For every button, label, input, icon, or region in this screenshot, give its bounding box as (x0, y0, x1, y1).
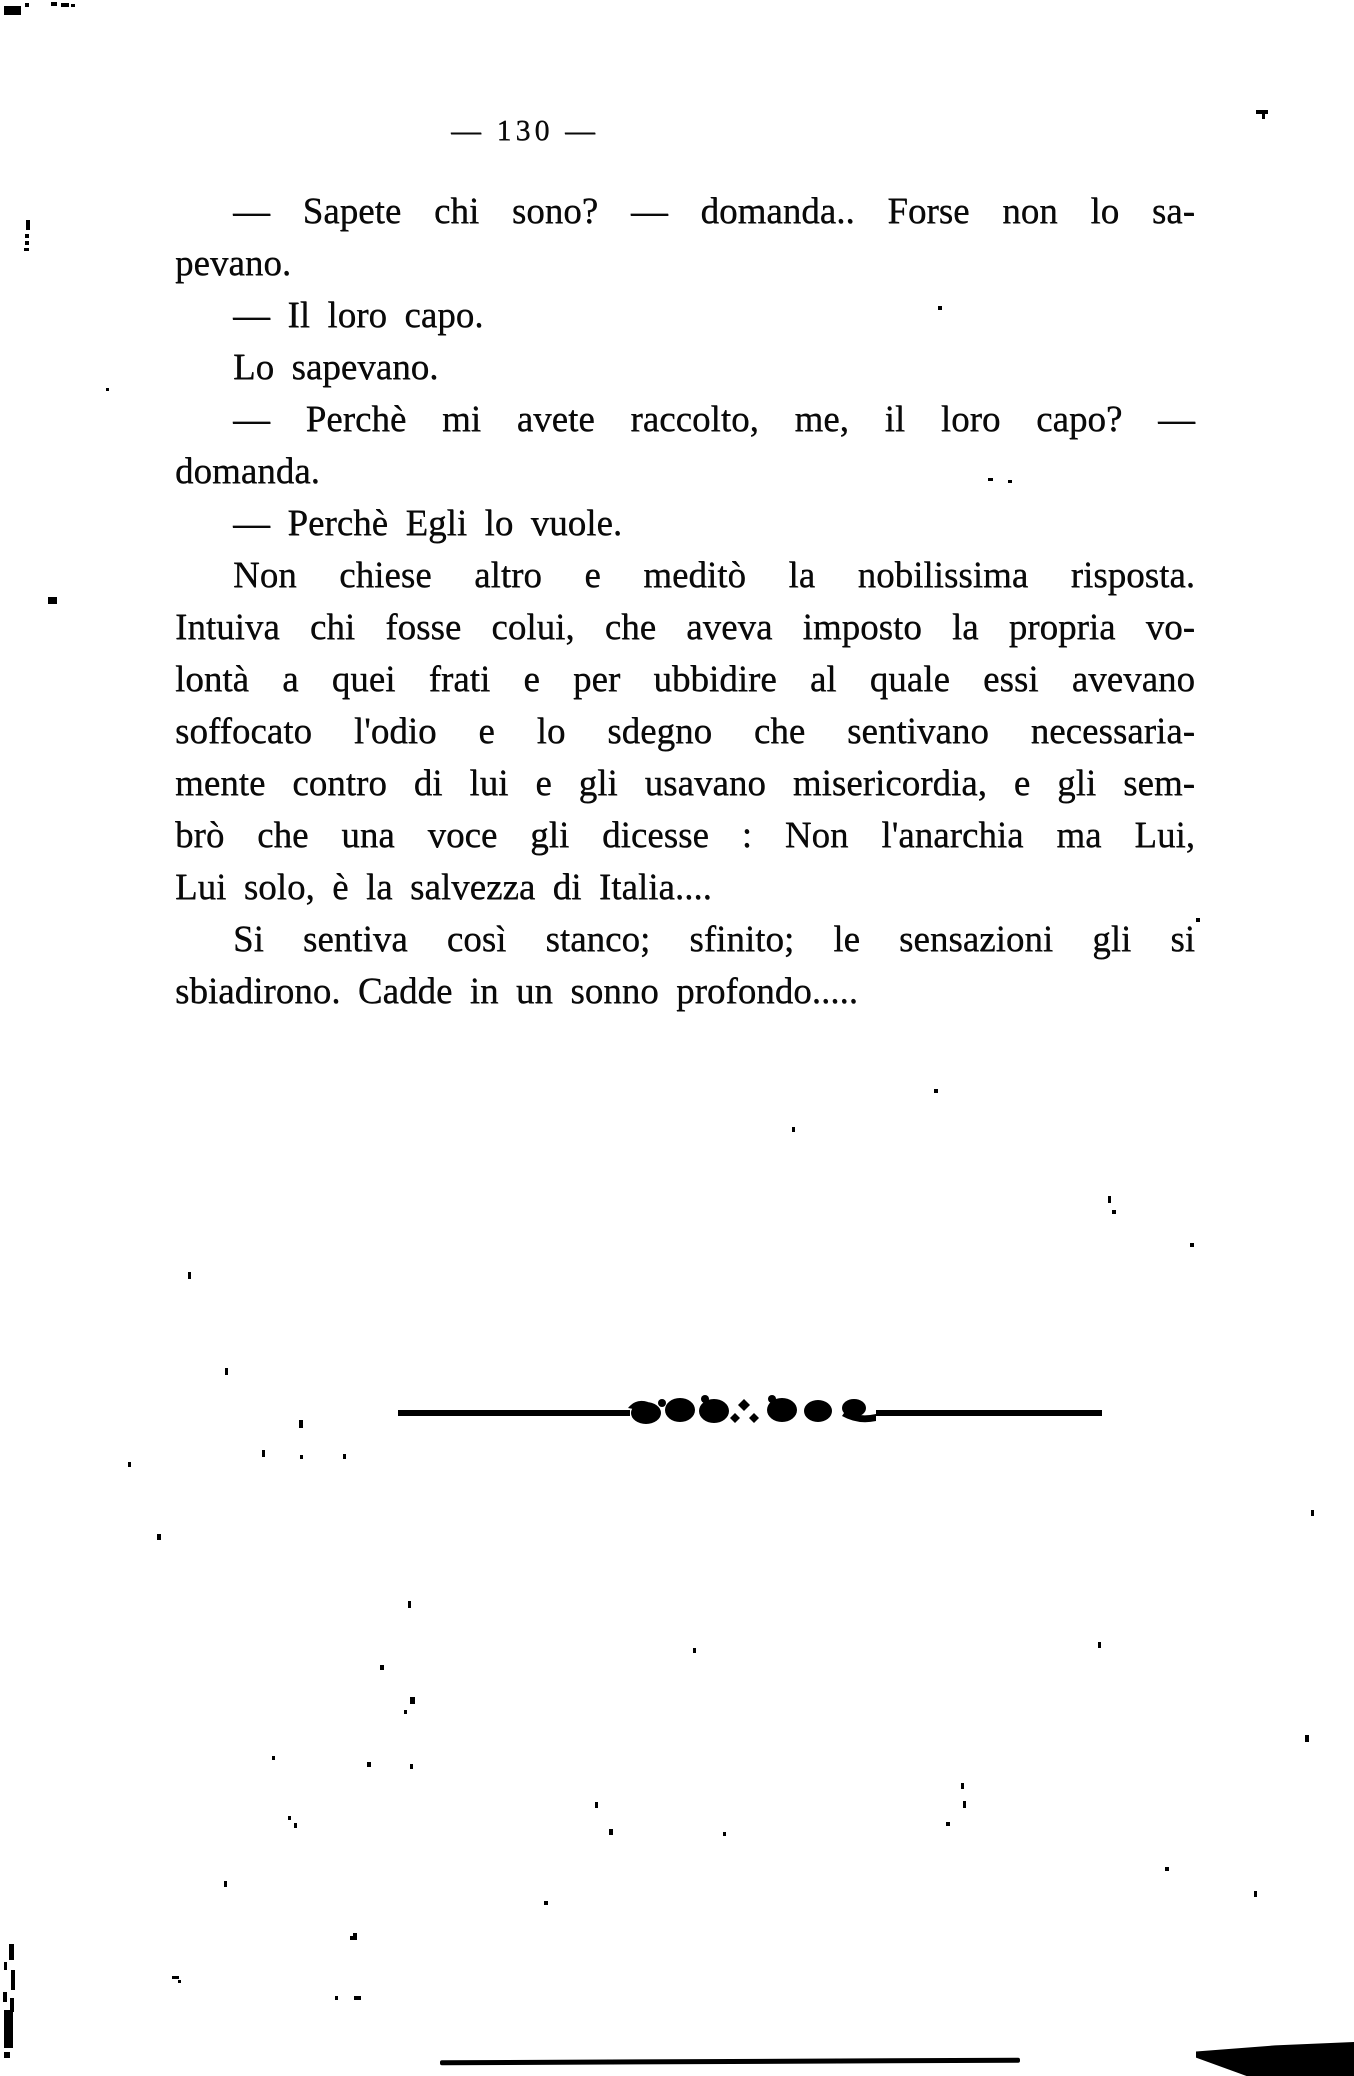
scan-speck (1190, 1243, 1194, 1247)
scan-speck (299, 1420, 303, 1428)
scan-speck (51, 2, 57, 6)
scan-speck (106, 388, 109, 391)
text-line: domanda. (175, 451, 320, 492)
divider-ornament (626, 1392, 878, 1428)
scan-speck (961, 1783, 964, 1789)
scan-speck (11, 1970, 15, 1990)
text-line: brò che una voce gli dicesse : Non l'anarchia ma Lui, (175, 815, 1195, 856)
text-line: — Perchè mi avete raccolto, me, il loro capo? — (233, 399, 1195, 440)
scan-speck (288, 1816, 291, 1820)
scan-speck (224, 1881, 227, 1887)
scan-speck (9, 1944, 14, 1960)
text-line: lontà a quei frati e per ubbidire al quale essi avevano (175, 659, 1195, 700)
text-line: Si sentiva così stanco; sfinito; le sensazioni gli si (233, 919, 1195, 960)
scan-speck (693, 1648, 696, 1653)
scan-speck (1196, 918, 1200, 922)
scan-speck (938, 306, 942, 310)
scan-speck (343, 1454, 346, 1459)
scan-speck (350, 1936, 354, 1940)
scan-speck (408, 1601, 411, 1608)
scan-speck (61, 3, 69, 7)
scan-speck (4, 1962, 7, 1970)
scan-speck (225, 1368, 228, 1375)
scan-speck (272, 1756, 275, 1760)
scan-speck (380, 1665, 384, 1670)
scan-speck (1112, 1210, 1116, 1214)
scan-speck (1311, 1510, 1314, 1516)
text-line: sbiadirono. Cadde in un sonno profondo..... (175, 971, 858, 1012)
scan-speck (4, 2052, 10, 2058)
scan-speck (792, 1127, 795, 1132)
scan-speck (128, 1462, 131, 1467)
text-line: — Perchè Egli lo vuole. (233, 503, 623, 544)
scan-page-edge-line (440, 2058, 1020, 2066)
scan-speck (157, 1534, 161, 1540)
scan-speck (178, 1980, 181, 1983)
scan-speck (1108, 1196, 1111, 1203)
scan-speck (609, 1829, 613, 1835)
scan-speck (367, 1762, 371, 1767)
scan-speck (410, 1764, 413, 1769)
scan-speck (188, 1272, 191, 1279)
scan-speck (25, 3, 29, 7)
scan-speck (1262, 114, 1265, 119)
scan-speck (1254, 1891, 1257, 1897)
scan-speck (26, 220, 30, 230)
scan-speck (934, 1089, 938, 1093)
page-text (175, 186, 1195, 1018)
scan-speck (595, 1802, 598, 1808)
scan-speck (300, 1455, 303, 1459)
scan-speck (3, 1992, 7, 2002)
scan-speck (404, 1710, 407, 1714)
text-line: — Sapete chi sono? — domanda.. Forse non lo sa- (233, 191, 1195, 232)
scan-speck (1098, 1642, 1101, 1648)
page-number: — 130 — (451, 114, 599, 147)
text-line: soffocato l'odio e lo sdegno che sentivano necessaria- (175, 711, 1195, 752)
scan-speck (1165, 1867, 1169, 1871)
text-line: pevano. (175, 243, 292, 284)
scan-speck (354, 1996, 361, 2000)
scan-speck (4, 2010, 13, 2048)
scan-smudge-bottom-right (1196, 2042, 1354, 2076)
text-line: Lo sapevano. (233, 347, 439, 388)
scan-speck (544, 1901, 548, 1905)
text-line: — Il loro capo. (233, 295, 484, 336)
scan-speck (723, 1832, 726, 1836)
scan-speck (25, 234, 29, 238)
scan-speck (946, 1822, 950, 1826)
text-line: Non chiese altro e meditò la nobilissima risposta. (233, 555, 1195, 596)
text-line: Intuiva chi fosse colui, che aveva imposto la propria vo- (175, 607, 1195, 648)
scan-speck (335, 1996, 338, 2000)
divider-rule-right (876, 1410, 1102, 1416)
divider-rule-left (398, 1410, 630, 1416)
text-line: mente contro di lui e gli usavano misericordia, e gli sem- (175, 763, 1195, 804)
text-line: Lui solo, è la salvezza di Italia.... (175, 867, 712, 908)
scan-speck (48, 597, 57, 604)
scan-speck (294, 1823, 297, 1828)
scan-speck (71, 4, 75, 7)
scan-speck (988, 478, 993, 481)
scan-speck (1305, 1735, 1309, 1742)
scan-speck (410, 1697, 415, 1704)
scan-speck (24, 248, 29, 251)
scan-speck (1008, 480, 1012, 483)
scan-speck (4, 6, 21, 15)
scan-speck (963, 1801, 966, 1808)
scan-speck (25, 241, 29, 245)
scan-speck (262, 1450, 265, 1457)
scan-speck (172, 1976, 179, 1979)
